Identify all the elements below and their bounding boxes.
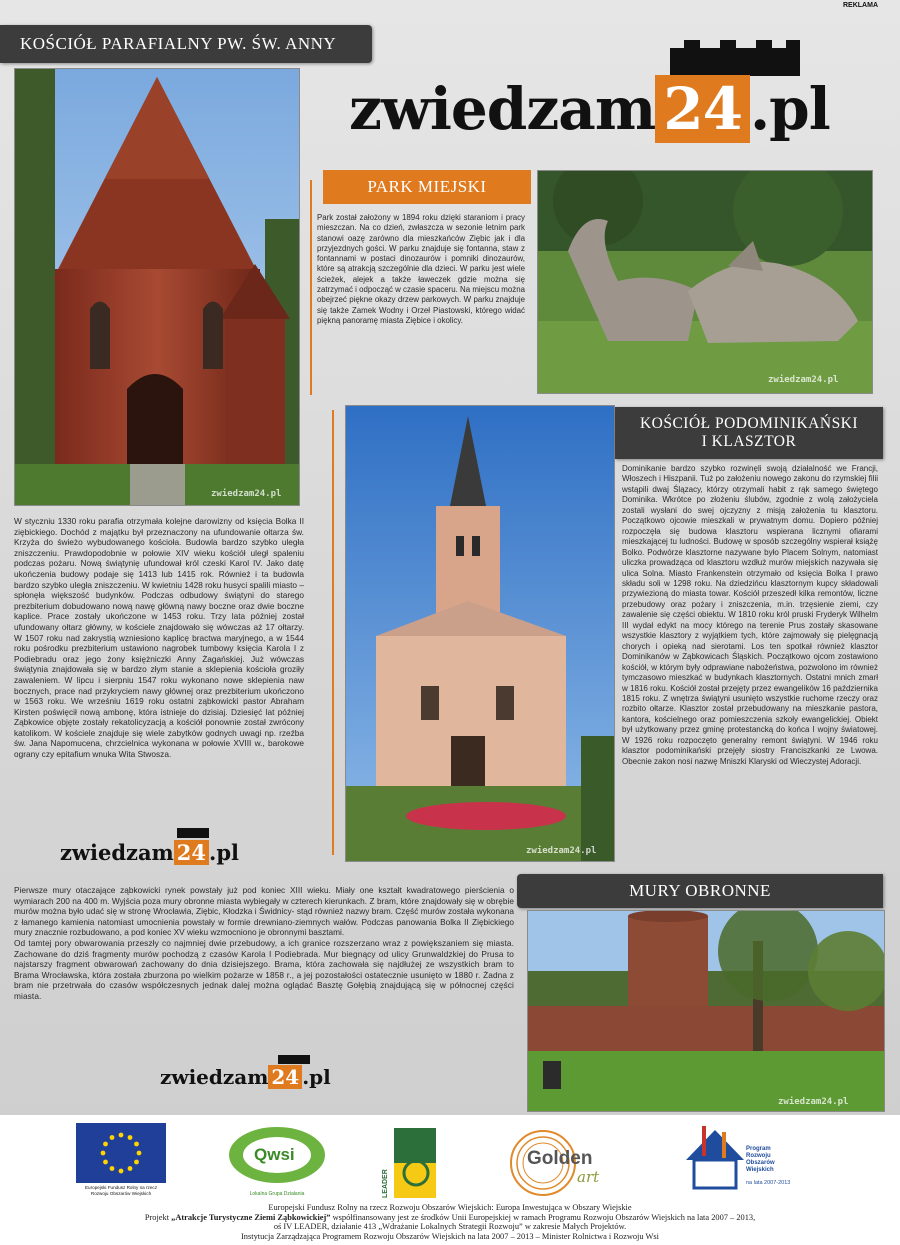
park-text: [317, 213, 525, 326]
footer-line2: [0, 1213, 900, 1223]
footer-text: [0, 1203, 900, 1241]
main-logo-text: [349, 74, 830, 144]
podominikanski-text-body: Dominikanie bardzo szybko rozwinęli swoją działalność we Francji, Włoszech i Hiszpanii. Tuż po założeniu nowego zakonu do rzymskiej filii wstąpili dwaj Ślązacy, którzy otrzymali habit z rąk samego świętego Dominika. Wkrótce po złożeniu ślubów, zgodnie z wolą założyciela zostali wysłani do swej ojczyzny z misją założenia tu klasztoru. Początkowo ojcowie mieszkali w prywatnym domu. Dopiero później rozpoczęła się budowa klasztoru wspierana licznymi ofiarami mieszkającej tu ludności. Budowę w sposób szczególny wspierał książę Bolko. Podwórze klasztorne nazywane było Placem Solnym, natomiast uliczka prowadząca od klasztoru wzdłuż murów miejskich nazywała się ulica Solna. Miasto Frankenstein otrzymało od księcia Bolka I prawo składu soli w 1298 roku. Na dziedzińcu klasztornym kupcy składowali przywiezioną do miasta towar. Kościół przeszedł kilka remontów, liczne przebudowy oraz pożary i zniszczenia, m.in. trzęsienie ziemi, czy zawalenie się części obiektu. W 1810 roku król pruski Fryderyk Wilhelm III wydał edykt na mocy którego na terenie Prus zostały skasowane wszystkie klasztory z wyjątkiem tych, które zajmowały się pielęgnacją chorych i opieką nad sierotami. Los ten spotkał również klasztor Dominikanów w Ząbkowicach Śląskich. Początkowo ojcom zostawiono kościół, w którym były odprawiane nabożeństwa, pozwolono im również tymczasowo mieszkać w budynkach klasztornych. Ostatni mnich zmarł w 1816 roku. Kościół został przejęty przez ewangelików 16 października 1815 roku. Z wnętrza świątyni usunięto wszystkie ruchome rzeczy oraz rozbito ołtarze. Klasztor został przebudowany na mieszkanie pastora, kantora, kościelnego oraz pomieszczenia szkoły ewangelickiej. Obiekt był użytkowany przez gminę protestancką do końca I wojny światowej. W 1926 roku rozpoczęto generalny remont świątyni. W 1946 roku klasztor podominikański przejęły siostry Franciszkanki ze Lwowa. Obecnie zakon nosi nazwę Mniszki Klaryski od Wieczystej Adoracji.: [622, 464, 878, 766]
podominikanski-illustration: [346, 406, 614, 861]
mury-text-part1: Pierwsze mury otaczające ząbkowicki rynek powstały już pod koniec XIII wieku. Miały one kształt kwadratowego pierścienia o wymiarach 200 na 400 m. Wyjścia poza mury obronne miasta wybiegały w czterech kierunkach. Z bram, które znajdowały się w obrębie murów można było udać się w stronę Wrocławia, Ziębic, Kłodzka i Świdnicy- stąd również nazwy bram. Część murów została wykonana z łamanego kamienia natomiast umocnienia powstały w formie drewniano-ziemnych wałów. Podczas panowania Bolka II Ziębickiego mury znacznie rozbudowano, a pod koniec XV wieku wzmocniono je obronnymi basztami.: [14, 885, 514, 938]
eu-flag-icon: [76, 1123, 166, 1183]
logo-small-1: [60, 828, 250, 878]
anna-church-illustration: [15, 69, 299, 505]
footer-project-name: „Atrakcje Turystyczne Ziemi Ząbkowickiej”: [171, 1212, 331, 1222]
footer-line3: oś IV LEADER, działanie 413 „Wdrażanie Lokalnych Strategii Rozwoju” w zakresie Małych Projektów.: [273, 1222, 627, 1232]
park-watermark: zwiedzam24.pl: [768, 375, 839, 385]
logo-small-2-text: zwiedzam 24 .pl: [160, 1065, 331, 1089]
golden-art-logo: [503, 1128, 623, 1198]
mury-tower-photo: [527, 910, 885, 1112]
footer-line4: Instytucja Zarządzająca Programem Rozwoju Obszarów Wiejskich na lata 2007 – 2013 – Minister Rolnictwa i Rozwoju Wsi: [241, 1231, 659, 1241]
footer-line2-rest: współfinansowany jest ze środków Unii Europejskiej w ramach Programu Rozwoju Obszarów Wiejskich na lata 2007 – 2013,: [330, 1212, 756, 1222]
prow-line3: Obszarów: [746, 1160, 775, 1166]
podominikanski-orange-line: [332, 410, 334, 855]
prow-line4: Wiejskich: [746, 1167, 774, 1173]
park-dinosaur-photo: [537, 170, 873, 394]
prow-logo: [682, 1122, 812, 1200]
prow-text: [746, 1146, 775, 1174]
golden-name: Golden: [527, 1148, 593, 1169]
anna-title: [0, 25, 372, 63]
eu-stars-icon: [76, 1123, 166, 1183]
qwsi-name: Qwsi: [254, 1145, 295, 1164]
podominikanski-title-line1: KOŚCIÓŁ PODOMINIKAŃSKI: [639, 415, 859, 432]
leader-logo: [382, 1128, 438, 1198]
park-orange-line: [310, 180, 312, 395]
podominikanski-watermark: zwiedzam24.pl: [526, 846, 597, 856]
main-logo-number: 24: [655, 75, 750, 143]
anna-text: [14, 516, 304, 760]
eu-flag-logo: [76, 1123, 166, 1199]
podominikanski-church-photo: [345, 405, 615, 862]
castle-icon: [177, 828, 209, 838]
logo-small-1-text: zwiedzam 24 .pl: [60, 840, 239, 865]
advertisement-label: REKLAMA: [843, 2, 878, 9]
logo-small-2: [160, 1055, 380, 1099]
footer-line1: Europejski Fundusz Rolny na rzecz Rozwoju Obszarów Wiejskich: Europa Inwestująca w Obszary Wiejskie: [268, 1203, 632, 1212]
anna-text-body: W styczniu 1330 roku parafia otrzymała kolejne darowizny od księcia Bolka II ziębickiego. Dochód z majątku był przeznaczony na ufundowanie ołtarza św. Krzyża do świeżo wybudowanego kościoła. Budowla bardzo szybko uległa zniszczeniu. Prawdopodobnie w połowie XIV wieku kościół uległ spaleniu podczas pożaru. Nową świątynię ufundował król czeski Karol IV. Jako datę ukończenia budowy podaje się 1413 lub 1415 rok. Również i ta budowla bardzo szybko uległa zniszczeniu. W kwietniu 1428 roku husyci spalili miasto – spłonęła większość budynków. Podczas odbudowy świątyni do starego prezbiterium dobudowano nową nawę główną nawy boczne oraz dwie boczne kaplice. Prace zostały ukończone w 1453 roku. Trzy lata później został ufundowany ołtarz główny, w kościele znajdowało się wówczas aż 17 ołtarzy. W 1507 roku nad zakrystią wzniesiono kaplicę bractwa maryjnego, a w 1544 roku pośrodku prezbiterium ustawiono nagrobek tumbowy księcia Karola I z Podiebradu oraz jego żony księżniczki Anny Żagańskiej. Już wówczas świątynia znajdowała się w bardzo złym stanie a sklepienia kościoła groziły zawaleniem. W lipcu i sierpniu 1547 roku wykonano nowe sklepienia naw bocznych, prace nad przykryciem nawy głównej oraz prezbiterium ukończono w 1563 roku. We wrześniu 1619 roku ostatni ząbkowicki pastor Abraham Kirsten poświęcił nową ambonę, która istnieje do dzisiaj. Dziesięć lat później Ząbkowice objęte zostały rekatolicyzacją a kościół ponownie został zwrócony katolikom. W kościele znajduje się wiele zabytków godnych uwagi np. rzeźba św. Jana Napomucena, chrzcielnica wykonana w połowie XVIII w., barokowe ograny czy epitafium wnuka Wita Stwosza.: [14, 516, 304, 760]
main-logo: [345, 40, 865, 150]
main-logo-word: zwiedzam: [349, 75, 656, 143]
mury-text: [14, 885, 514, 1002]
podominikanski-text: [622, 464, 878, 767]
prow-line2: Rozwoju: [746, 1153, 771, 1159]
park-text-body: Park został założony w 1894 roku dzięki staraniom i pracy mieszczan. Na co dzień, zwłaszcza w sezonie letnim park stanowi oazę zarówno dla mieszkańców Ziębic jak i dla przyjezdnych gości. W parku znajduje się fontanna, staw z fontannami w postaci dinozaurów i pomniki dinozaurów, które są atrakcją szczególnie dla dzieci. W parku jest wiele ścieżek, alejek a także ławeczek gdzie można się zatrzymać i odpocząć w czasie spaceru. Na miejscu można obejrzeć piękne okazy drzew parkowych. W parku znajduje się także Zamek Wodny i Orzeł Piastowski, którego widać piękną panoramę miasta Ziębice i okolicy.: [317, 213, 525, 325]
footer-line2-prefix: Projekt: [144, 1212, 172, 1222]
castle-battlement-icon: [670, 40, 800, 76]
mury-text-part2: Od tamtej pory obwarowania przeszły co najmniej dwie przebudowy, a ich granice rozszerzano wraz z powiększaniem się miasta. Zachowane do dziś fragmenty murów pochodzą z czasów Karola I Podiebrada. Mur biegnący od ulicy Grunwaldzkiej do Prusa to najstarszy fragment obwarowań zachowany do dnia dzisiejszego. Brama, która zachowała się najdłużej ze wszystkich bram to Brama Wrocławska, która została zburzona po wielkim pożarze w 1858 r., a jej pozostałości ostatecznie usunięto w 1880 r. Żadna z bram nie przetrwała do czasów współczesnych jednak dalej można oglądać Basztę Gołębią znajdującą się w północnej części miasta.: [14, 937, 514, 1001]
qwsi-logo: [222, 1125, 332, 1199]
anna-title-text: KOŚCIÓŁ PARAFIALNY PW. ŚW. ANNY: [20, 34, 337, 53]
qwsi-caption: Lokalna Grupa Działania: [249, 1191, 305, 1197]
anna-watermark: zwiedzam24.pl: [211, 489, 282, 499]
eu-caption: Europejski Fundusz Rolny na rzecz Rozwoju Obszarów Wiejskich: [84, 1185, 157, 1196]
prow-line1: Program: [746, 1146, 771, 1152]
park-title: [323, 170, 531, 204]
mury-title: [517, 874, 883, 908]
leader-emblem-icon: [394, 1128, 436, 1198]
leader-name: LEADER: [382, 1169, 389, 1198]
podominikanski-title-line2: I KLASZTOR: [701, 433, 797, 450]
main-logo-domain: .pl: [749, 75, 830, 143]
mury-illustration: [528, 911, 884, 1111]
prow-house-icon: [682, 1122, 748, 1194]
podominikanski-title: [615, 407, 883, 459]
golden-tag: art: [577, 1168, 600, 1186]
prow-years: na lata 2007-2013: [746, 1180, 791, 1186]
park-illustration: [538, 171, 872, 393]
castle-icon-2: [278, 1055, 310, 1064]
park-title-text: PARK MIEJSKI: [367, 177, 487, 196]
mury-title-text: MURY OBRONNE: [629, 881, 771, 900]
mury-watermark: zwiedzam24.pl: [778, 1097, 849, 1107]
anna-church-photo: [14, 68, 300, 506]
